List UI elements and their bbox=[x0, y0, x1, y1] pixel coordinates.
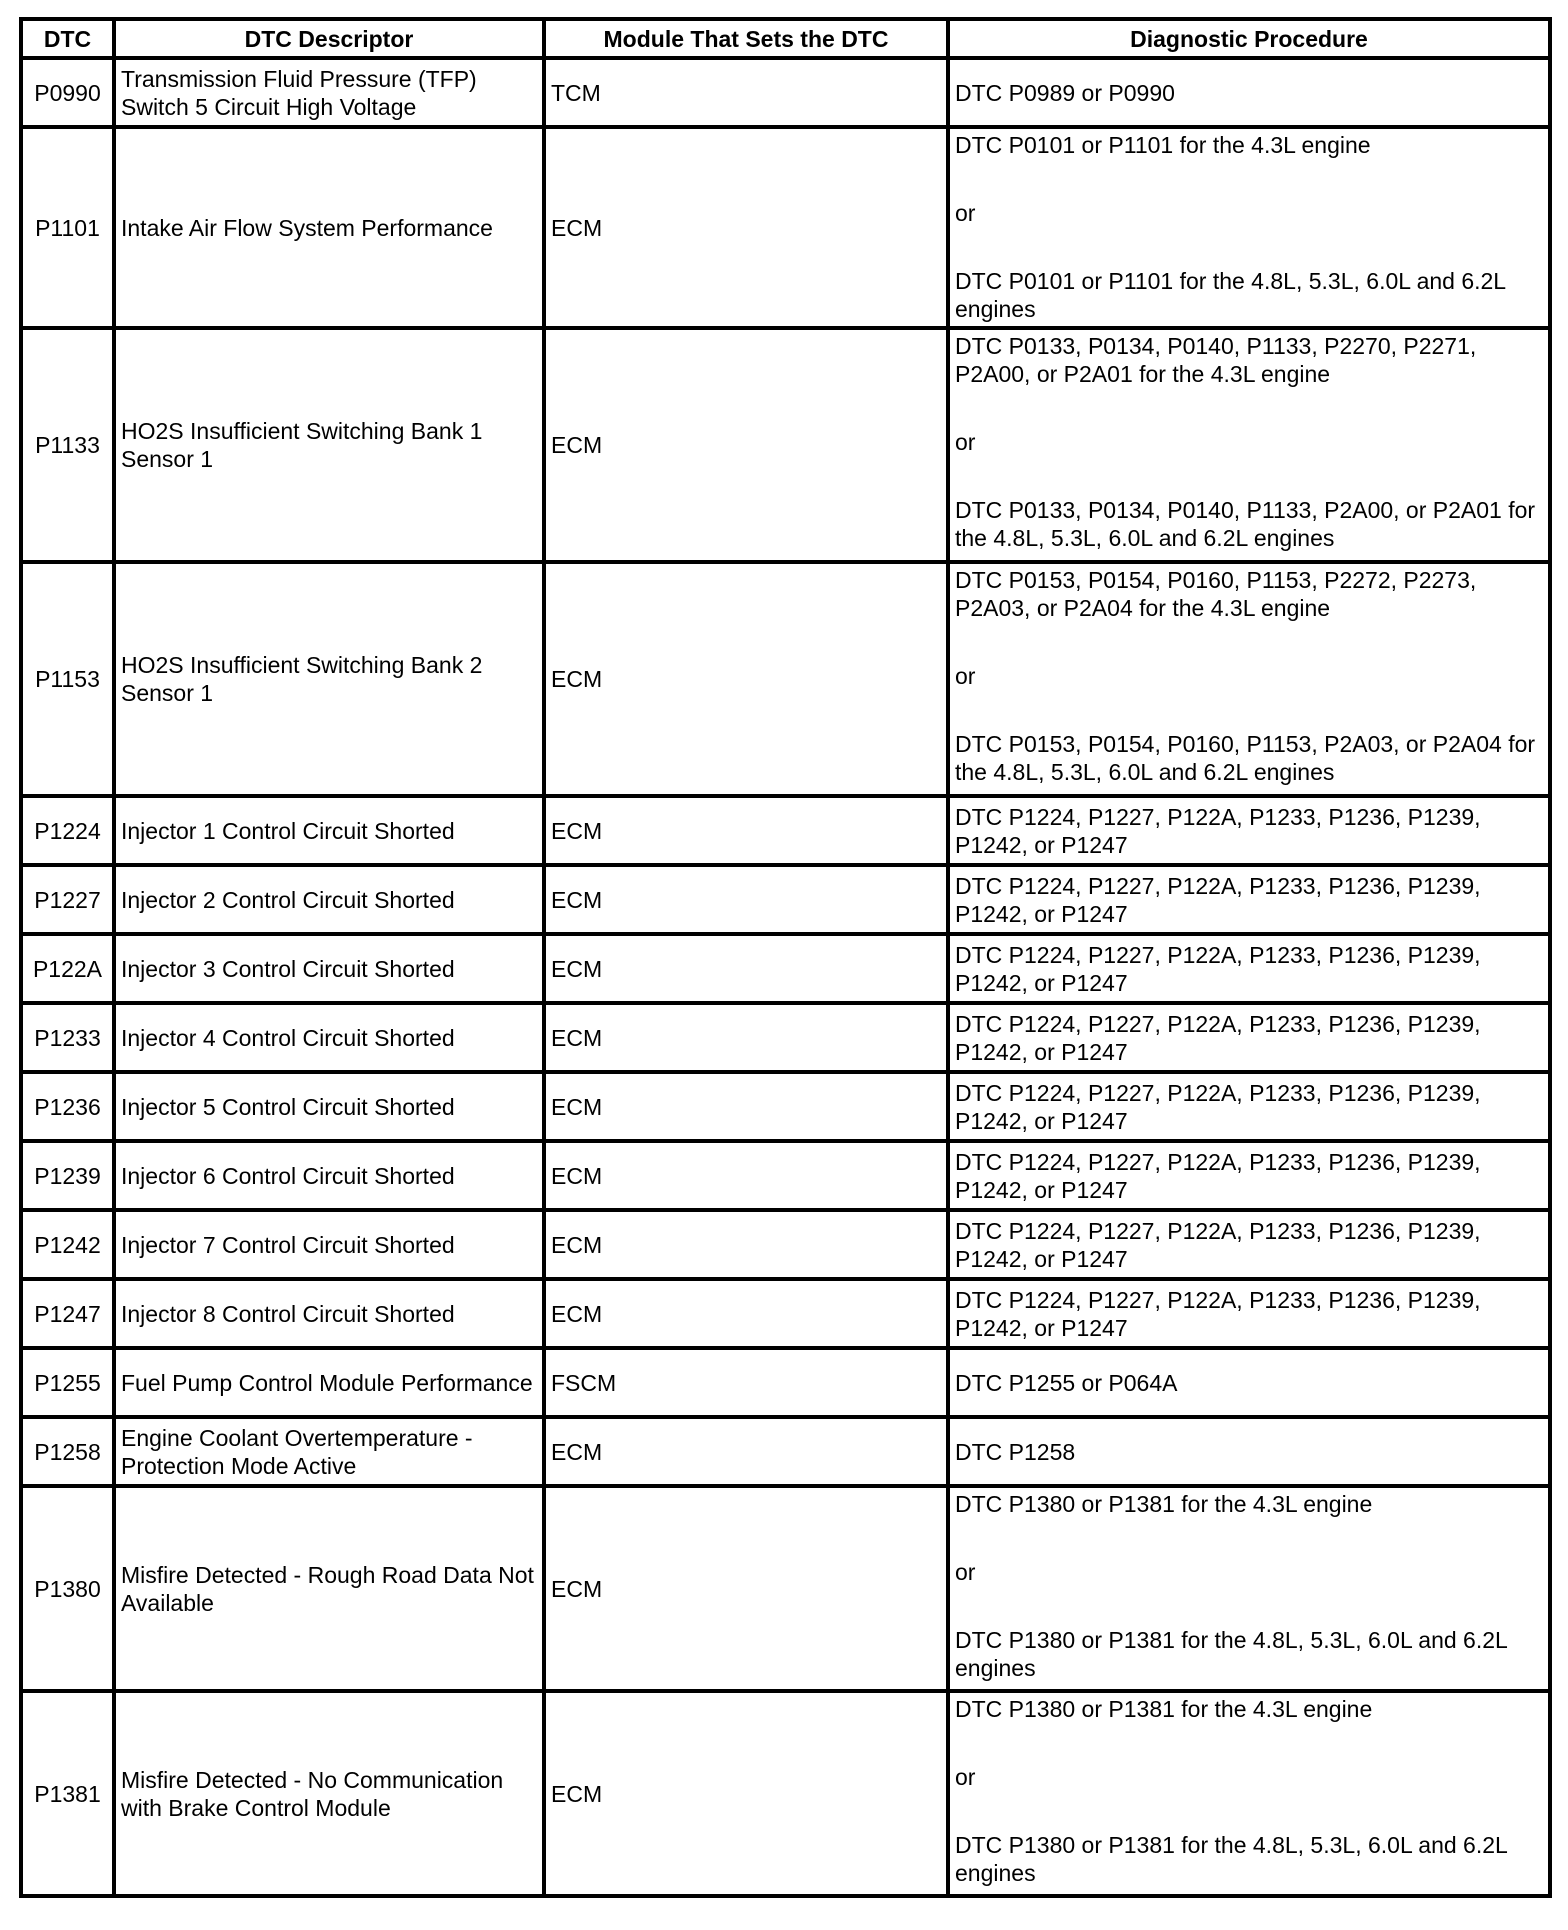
module-cell: ECM bbox=[544, 1072, 948, 1141]
module-cell: ECM bbox=[544, 1210, 948, 1279]
spacer bbox=[955, 1723, 1543, 1763]
diagnostic-procedure-cell bbox=[948, 1141, 1550, 1210]
header-descriptor: DTC Descriptor bbox=[114, 19, 544, 58]
dtc-descriptor-cell: Intake Air Flow System Performance bbox=[114, 127, 544, 328]
dtc-descriptor-cell: Transmission Fluid Pressure (TFP) Switch 5 Circuit High Voltage bbox=[114, 58, 544, 127]
procedure-line: DTC P1380 or P1381 for the 4.8L, 5.3L, 6.0L and 6.2L engines bbox=[955, 1627, 1507, 1681]
dtc-descriptor-cell: Injector 3 Control Circuit Shorted bbox=[114, 934, 544, 1003]
dtc-code-cell: P1133 bbox=[21, 328, 114, 562]
spacer bbox=[955, 1586, 1543, 1626]
procedure-line: DTC P0133, P0134, P0140, P1133, P2A00, or P2A01 for the 4.8L, 5.3L, 6.0L and 6.2L engines bbox=[955, 497, 1536, 551]
table-row bbox=[21, 1210, 1550, 1279]
module-cell: ECM bbox=[544, 1003, 948, 1072]
table-row bbox=[21, 1417, 1550, 1486]
module-cell: TCM bbox=[544, 58, 948, 127]
module-cell: ECM bbox=[544, 1691, 948, 1896]
procedure-line: DTC P1224, P1227, P122A, P1233, P1236, P1239, P1242, or P1247 bbox=[955, 1287, 1481, 1341]
diagnostic-procedure-cell bbox=[948, 58, 1550, 127]
table-body bbox=[21, 58, 1550, 1896]
procedure-line: DTC P0101 or P1101 for the 4.8L, 5.3L, 6.0L and 6.2L engines bbox=[955, 268, 1506, 322]
dtc-code-cell: P1224 bbox=[21, 796, 114, 865]
procedure-line: DTC P1224, P1227, P122A, P1233, P1236, P1239, P1242, or P1247 bbox=[955, 1080, 1481, 1134]
table-row bbox=[21, 1348, 1550, 1417]
module-cell: FSCM bbox=[544, 1348, 948, 1417]
procedure-or: or bbox=[955, 200, 976, 226]
diagnostic-procedure-cell bbox=[948, 127, 1550, 328]
procedure-line: DTC P1380 or P1381 for the 4.3L engine bbox=[955, 1696, 1373, 1722]
diagnostic-procedure-cell bbox=[948, 865, 1550, 934]
dtc-descriptor-cell: Injector 4 Control Circuit Shorted bbox=[114, 1003, 544, 1072]
dtc-descriptor-cell: Injector 6 Control Circuit Shorted bbox=[114, 1141, 544, 1210]
dtc-descriptor-cell: Injector 5 Control Circuit Shorted bbox=[114, 1072, 544, 1141]
dtc-descriptor-cell: Misfire Detected - No Communication with Brake Control Module bbox=[114, 1691, 544, 1896]
diagnostic-procedure-cell bbox=[948, 1279, 1550, 1348]
diagnostic-procedure-cell bbox=[948, 934, 1550, 1003]
procedure-line: DTC P1224, P1227, P122A, P1233, P1236, P1239, P1242, or P1247 bbox=[955, 1218, 1481, 1272]
table-row bbox=[21, 1691, 1550, 1896]
diagnostic-procedure-cell bbox=[948, 1691, 1550, 1896]
dtc-code-cell: P1380 bbox=[21, 1486, 114, 1691]
spacer bbox=[955, 159, 1543, 199]
dtc-code-cell: P1242 bbox=[21, 1210, 114, 1279]
spacer bbox=[955, 227, 1543, 267]
table-row bbox=[21, 796, 1550, 865]
procedure-line: DTC P1224, P1227, P122A, P1233, P1236, P1239, P1242, or P1247 bbox=[955, 873, 1481, 927]
procedure-or: or bbox=[955, 1764, 976, 1790]
dtc-code-cell: P122A bbox=[21, 934, 114, 1003]
procedure-line: DTC P1380 or P1381 for the 4.8L, 5.3L, 6.0L and 6.2L engines bbox=[955, 1832, 1507, 1886]
dtc-code-cell: P1153 bbox=[21, 562, 114, 796]
diagnostic-procedure-cell bbox=[948, 1072, 1550, 1141]
dtc-code-cell: P1247 bbox=[21, 1279, 114, 1348]
spacer bbox=[955, 1791, 1543, 1831]
procedure-line: DTC P0133, P0134, P0140, P1133, P2270, P2271, P2A00, or P2A01 for the 4.3L engine bbox=[955, 333, 1477, 387]
diagnostic-procedure-cell bbox=[948, 562, 1550, 796]
spacer bbox=[955, 456, 1543, 496]
dtc-code-cell: P0990 bbox=[21, 58, 114, 127]
dtc-descriptor-cell: Engine Coolant Overtemperature - Protection Mode Active bbox=[114, 1417, 544, 1486]
spacer bbox=[955, 622, 1543, 662]
procedure-line: DTC P0153, P0154, P0160, P1153, P2272, P2273, P2A03, or P2A04 for the 4.3L engine bbox=[955, 567, 1477, 621]
procedure-line: DTC P1258 bbox=[955, 1439, 1076, 1465]
procedure-line: DTC P0989 or P0990 bbox=[955, 80, 1175, 106]
dtc-descriptor-cell: Misfire Detected - Rough Road Data Not Available bbox=[114, 1486, 544, 1691]
table-row bbox=[21, 1141, 1550, 1210]
table-row bbox=[21, 562, 1550, 796]
dtc-descriptor-cell: Injector 7 Control Circuit Shorted bbox=[114, 1210, 544, 1279]
table-row bbox=[21, 127, 1550, 328]
diagnostic-procedure-cell bbox=[948, 1003, 1550, 1072]
diagnostic-procedure-cell bbox=[948, 1486, 1550, 1691]
dtc-code-cell: P1255 bbox=[21, 1348, 114, 1417]
procedure-line: DTC P1380 or P1381 for the 4.3L engine bbox=[955, 1491, 1373, 1517]
diagnostic-procedure-cell bbox=[948, 328, 1550, 562]
dtc-code-cell: P1101 bbox=[21, 127, 114, 328]
procedure-or: or bbox=[955, 1559, 976, 1585]
procedure-line: DTC P1224, P1227, P122A, P1233, P1236, P1239, P1242, or P1247 bbox=[955, 1149, 1481, 1203]
diagnostic-procedure-cell bbox=[948, 1210, 1550, 1279]
diagnostic-procedure-cell bbox=[948, 1417, 1550, 1486]
spacer bbox=[955, 690, 1543, 730]
module-cell: ECM bbox=[544, 1417, 948, 1486]
spacer bbox=[955, 1518, 1543, 1558]
procedure-line: DTC P1224, P1227, P122A, P1233, P1236, P1239, P1242, or P1247 bbox=[955, 942, 1481, 996]
diagnostic-procedure-cell bbox=[948, 1348, 1550, 1417]
procedure-or: or bbox=[955, 663, 976, 689]
dtc-code-cell: P1239 bbox=[21, 1141, 114, 1210]
procedure-or: or bbox=[955, 429, 976, 455]
module-cell: ECM bbox=[544, 1279, 948, 1348]
module-cell: ECM bbox=[544, 934, 948, 1003]
table-row bbox=[21, 934, 1550, 1003]
module-cell: ECM bbox=[544, 1141, 948, 1210]
dtc-descriptor-cell: Fuel Pump Control Module Performance bbox=[114, 1348, 544, 1417]
module-cell: ECM bbox=[544, 1486, 948, 1691]
header-module: Module That Sets the DTC bbox=[544, 19, 948, 58]
module-cell: ECM bbox=[544, 127, 948, 328]
dtc-descriptor-cell: Injector 1 Control Circuit Shorted bbox=[114, 796, 544, 865]
dtc-code-cell: P1227 bbox=[21, 865, 114, 934]
header-row bbox=[21, 19, 1550, 58]
module-cell: ECM bbox=[544, 796, 948, 865]
procedure-line: DTC P1255 or P064A bbox=[955, 1370, 1178, 1396]
table-row bbox=[21, 58, 1550, 127]
dtc-code-cell: P1381 bbox=[21, 1691, 114, 1896]
dtc-descriptor-cell: Injector 2 Control Circuit Shorted bbox=[114, 865, 544, 934]
dtc-code-cell: P1233 bbox=[21, 1003, 114, 1072]
dtc-table bbox=[19, 17, 1552, 1898]
module-cell: ECM bbox=[544, 328, 948, 562]
table-row bbox=[21, 1279, 1550, 1348]
table-row bbox=[21, 865, 1550, 934]
diagnostic-procedure-cell bbox=[948, 796, 1550, 865]
procedure-line: DTC P1224, P1227, P122A, P1233, P1236, P1239, P1242, or P1247 bbox=[955, 1011, 1481, 1065]
procedure-line: DTC P0101 or P1101 for the 4.3L engine bbox=[955, 132, 1371, 158]
table-row bbox=[21, 1072, 1550, 1141]
dtc-code-cell: P1258 bbox=[21, 1417, 114, 1486]
dtc-descriptor-cell: HO2S Insufficient Switching Bank 1 Sensor 1 bbox=[114, 328, 544, 562]
module-cell: ECM bbox=[544, 865, 948, 934]
dtc-code-cell: P1236 bbox=[21, 1072, 114, 1141]
dtc-descriptor-cell: Injector 8 Control Circuit Shorted bbox=[114, 1279, 544, 1348]
header-procedure: Diagnostic Procedure bbox=[948, 19, 1550, 58]
dtc-descriptor-cell: HO2S Insufficient Switching Bank 2 Sensor 1 bbox=[114, 562, 544, 796]
table-row bbox=[21, 1486, 1550, 1691]
table-row bbox=[21, 328, 1550, 562]
table-row bbox=[21, 1003, 1550, 1072]
spacer bbox=[955, 388, 1543, 428]
procedure-line: DTC P1224, P1227, P122A, P1233, P1236, P1239, P1242, or P1247 bbox=[955, 804, 1481, 858]
module-cell: ECM bbox=[544, 562, 948, 796]
header-dtc: DTC bbox=[21, 19, 114, 58]
procedure-line: DTC P0153, P0154, P0160, P1153, P2A03, or P2A04 for the 4.8L, 5.3L, 6.0L and 6.2L engines bbox=[955, 731, 1536, 785]
